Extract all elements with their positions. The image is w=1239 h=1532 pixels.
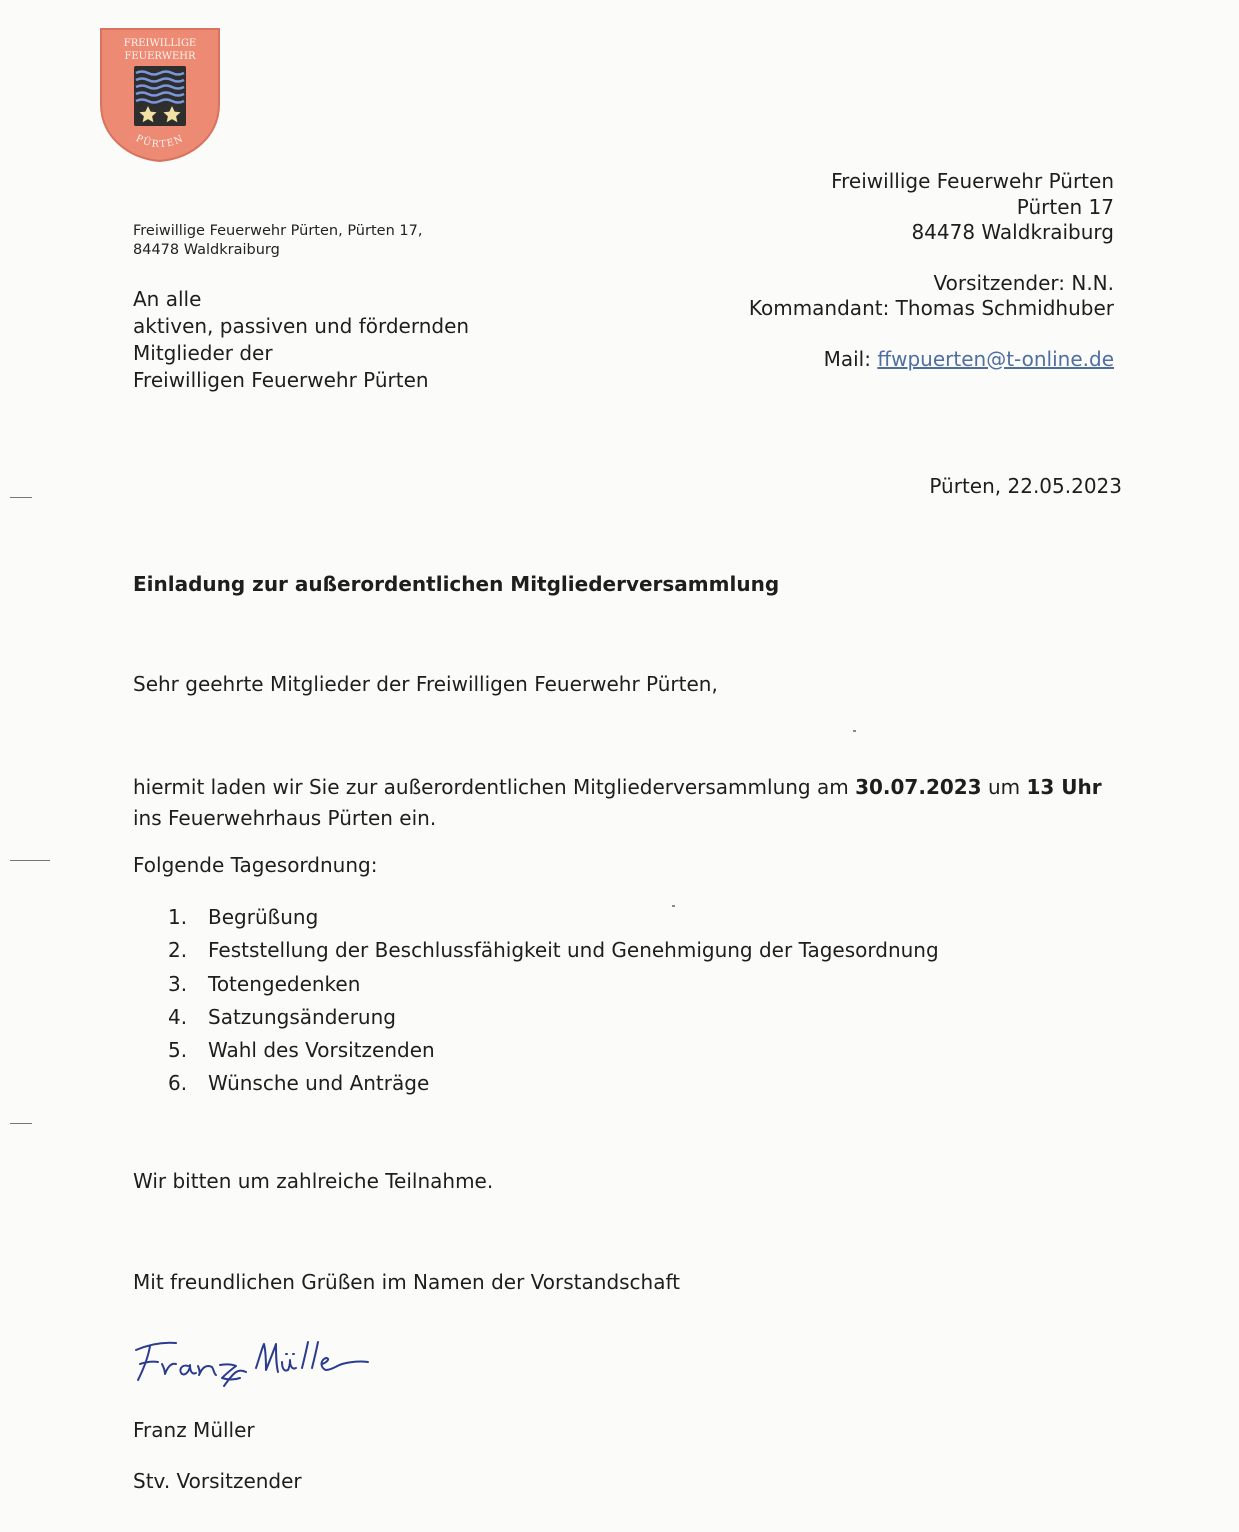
agenda-item xyxy=(168,935,939,968)
letterhead-city: 84478 Waldkraiburg xyxy=(911,220,1114,244)
agenda-item-text: Totengedenken xyxy=(208,971,361,996)
agenda-item-text: Feststellung der Beschlussfähigkeit und Genehmigung der Tagesordnung xyxy=(208,938,939,963)
agenda-list xyxy=(168,902,939,1102)
fold-mark xyxy=(10,1123,32,1124)
letterhead-org: Freiwillige Feuerwehr Pürten xyxy=(831,169,1114,193)
meeting-date: 30.07.2023 xyxy=(855,775,982,799)
letterhead-contact xyxy=(749,169,1114,372)
agenda-item-number: 4. xyxy=(168,1004,188,1029)
agenda-item xyxy=(168,1002,939,1035)
agenda-item-number: 3. xyxy=(168,971,188,996)
recipient-address xyxy=(133,286,469,394)
participation-request: Wir bitten um zahlreiche Teilnahme. xyxy=(133,1169,494,1193)
scan-speck xyxy=(853,730,856,732)
sender-return-address xyxy=(133,222,422,260)
agenda-item-number: 5. xyxy=(168,1038,188,1063)
agenda-item-text: Wahl des Vorsitzenden xyxy=(208,1038,435,1063)
meeting-time: 13 Uhr xyxy=(1026,775,1102,799)
agenda-item xyxy=(168,1068,939,1101)
recipient-line-1: An alle xyxy=(133,287,202,311)
fold-mark xyxy=(10,497,32,498)
agenda-item-number: 2. xyxy=(168,938,188,963)
mail-link[interactable]: ffwpuerten@t-online.de xyxy=(877,346,1114,371)
agenda-item-number: 6. xyxy=(168,1071,188,1096)
letterhead-commander: Kommandant: Thomas Schmidhuber xyxy=(748,296,1114,320)
agenda-item xyxy=(168,969,939,1002)
closing-greeting: Mit freundlichen Grüßen im Namen der Vorstandschaft xyxy=(133,1270,681,1294)
mail-label: Mail: xyxy=(823,346,871,371)
letterhead-spacer xyxy=(749,246,1114,271)
agenda-item-text: Begrüßung xyxy=(208,905,319,929)
salutation: Sehr geehrte Mitglieder der Freiwilligen Feuerwehr Pürten, xyxy=(133,672,718,696)
agenda-item xyxy=(168,1035,939,1068)
handwritten-signature xyxy=(128,1328,378,1392)
crest-text-line2: FEUERWEHR xyxy=(124,51,196,62)
agenda-item xyxy=(168,902,939,935)
letter-date: Pürten, 22.05.2023 xyxy=(929,474,1122,498)
scan-speck xyxy=(672,905,675,907)
crest-text-line1: FREIWILLIGE xyxy=(123,38,197,49)
invitation-paragraph xyxy=(133,772,1123,834)
fold-mark xyxy=(10,860,50,861)
agenda-item-number: 1. xyxy=(168,905,188,929)
letterhead-chair: Vorsitzender: N.N. xyxy=(933,270,1114,295)
signer-role: Stv. Vorsitzender xyxy=(133,1469,302,1493)
letterhead-street: Pürten 17 xyxy=(1016,194,1114,219)
sender-line-1: Freiwillige Feuerwehr Pürten, Pürten 17, xyxy=(133,223,423,239)
invitation-text-1: hiermit laden wir Sie zur außerordentlichen Mitgliederversammlung am xyxy=(133,775,849,799)
agenda-title: Folgende Tagesordnung: xyxy=(133,853,378,877)
letter-subject: Einladung zur außerordentlichen Mitgliederversammlung xyxy=(133,572,780,596)
sender-line-2: 84478 Waldkraiburg xyxy=(133,242,280,258)
agenda-item-text: Satzungsänderung xyxy=(208,1004,396,1029)
letterhead-spacer-2 xyxy=(749,322,1114,347)
invitation-text-2: um xyxy=(987,775,1021,799)
recipient-line-4: Freiwilligen Feuerwehr Pürten xyxy=(133,368,429,392)
recipient-line-3: Mitglieder der xyxy=(133,341,273,365)
letterhead-mail xyxy=(749,347,1114,373)
signer-name: Franz Müller xyxy=(133,1418,255,1442)
agenda-item-text: Wünsche und Anträge xyxy=(208,1071,430,1096)
recipient-line-2: aktiven, passiven und fördernden xyxy=(133,314,470,338)
fire-brigade-crest-logo xyxy=(98,26,222,164)
crest-bottom-path: PÜRTEN xyxy=(134,133,186,151)
invitation-text-3: ins Feuerwehrhaus Pürten ein. xyxy=(133,806,437,830)
